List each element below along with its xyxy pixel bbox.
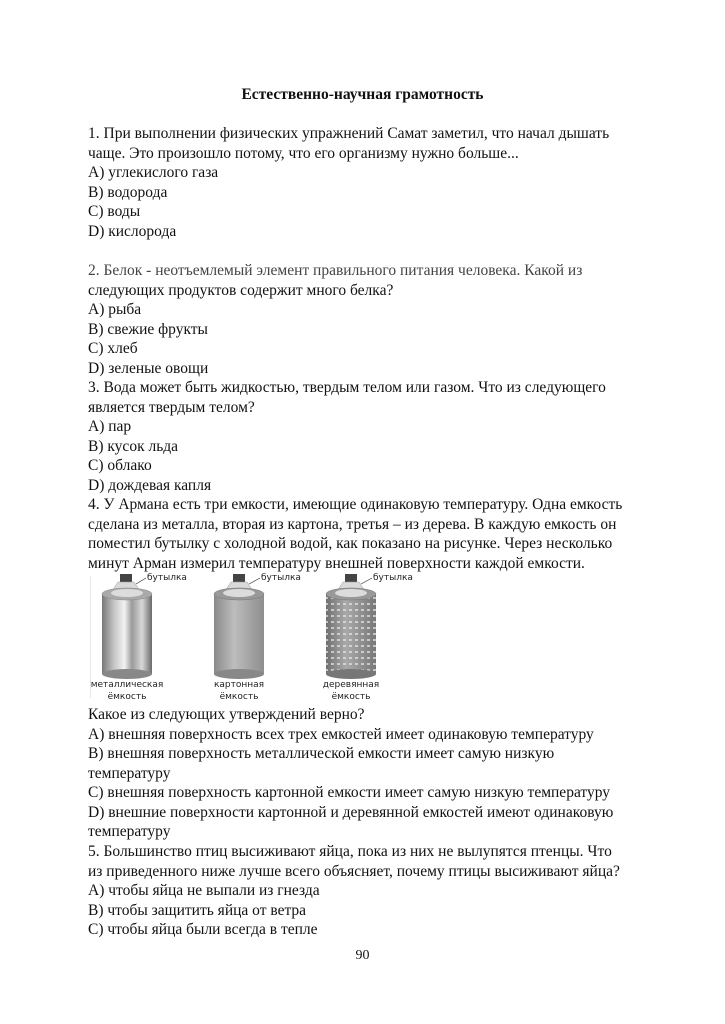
answer-option-a: A) углекислого газа [88, 164, 219, 181]
answer-option-d: D) дождевая капля [88, 476, 212, 494]
question-text: поместил бутылку с холодной водой, как показано на рисунке. Через несколько [88, 535, 613, 552]
answer-option-a: A) чтобы яйца не выпали из гнезда [88, 882, 320, 899]
answer-option-d: D) зеленые овощи [88, 359, 209, 377]
question-text: следующих продуктов содержит много белка? [88, 281, 394, 299]
container-label: ёмкость [219, 692, 259, 702]
answer-option-b-cont: температуру [88, 764, 171, 782]
metal-cylinder [102, 594, 152, 674]
answer-option-c: C) воды [88, 203, 141, 220]
container-label: картонная [213, 680, 265, 690]
question-3 [88, 378, 698, 495]
question-text: 5. Большинство птиц высиживают яйца, пока из них не вылупятся птенцы. Что [88, 843, 612, 860]
question-1 [88, 124, 698, 241]
question-2 [88, 261, 698, 378]
question-5 [88, 842, 698, 940]
page-number: 90 [355, 948, 370, 963]
answer-option-c: C) чтобы яйца были всегда в тепле [88, 921, 318, 938]
question-4 [88, 495, 698, 573]
question-text: из приведенного ниже лучше всего объясняет, почему птицы высиживают яйца? [88, 862, 620, 880]
question-text: 3. Вода может быть жидкостью, твердым телом или газом. Что из следующего [88, 379, 606, 396]
answer-option-c: C) внешняя поверхность картонной емкости имеет самую низкую температуру [88, 784, 611, 801]
container-label: ёмкость [331, 692, 371, 702]
container-label: деревянная [322, 680, 380, 690]
answer-option-c: C) облако [88, 457, 152, 474]
wooden-container [326, 574, 376, 679]
container-label: металлическая [90, 680, 164, 690]
question-text: 2. Белок - неотъемлемый элемент правильного питания человека. Какой из [88, 262, 583, 279]
question-text: является твердым телом? [88, 398, 255, 416]
container-label: ёмкость [107, 692, 147, 702]
bottle-label: бутылка [261, 573, 301, 583]
question-prompt: Какое из следующих утверждений верно? [88, 706, 365, 723]
question-text: сделана из металла, вторая из картона, третья – из дерева. В каждую емкость он [88, 515, 617, 533]
cardboard-container [214, 574, 264, 679]
question-4-answers [88, 705, 698, 842]
answer-option-a: A) внешняя поверхность всех трех емкостей имеет одинаковую температуру [88, 725, 594, 743]
answer-option-b: B) свежие фрукты [88, 320, 208, 338]
cardboard-cylinder [214, 594, 264, 674]
answer-option-b: B) водорода [88, 183, 168, 201]
bottle-cap-icon [345, 574, 357, 582]
bottle-cap-icon [120, 574, 132, 582]
containers-figure [90, 572, 425, 702]
answer-option-a: A) пар [88, 418, 132, 435]
answer-option-d-cont: температуру [88, 823, 171, 840]
question-text: 4. У Армана есть три емкости, имеющие одинаковую температуру. Одна емкость [88, 496, 623, 513]
answer-option-d: D) кислорода [88, 222, 177, 240]
bottle-cap-icon [233, 574, 245, 582]
answer-option-b: B) чтобы защитить яйца от ветра [88, 901, 307, 919]
question-text: 1. При выполнении физических упражнений Самат заметил, что начал дышать [88, 125, 610, 142]
answer-option-d: D) внешние поверхности картонной и деревянной емкостей имеют одинаковую [88, 803, 614, 821]
page-title: Естественно-научная грамотность [241, 86, 484, 103]
bottle-label: бутылка [373, 573, 413, 583]
answer-option-c: C) хлеб [88, 340, 138, 357]
question-text: чаще. Это произошло потому, что его организму нужно больше... [88, 144, 519, 162]
bottle-label: бутылка [147, 573, 187, 583]
answer-option-b: B) кусок льда [88, 437, 179, 455]
answer-option-a: A) рыба [88, 301, 142, 318]
question-text: минут Арман измерил температуру внешней поверхности каждой емкости. [88, 554, 585, 572]
metal-container [102, 574, 152, 679]
answer-option-b: B) внешняя поверхность металлической емкости имеет самую низкую [88, 745, 555, 762]
